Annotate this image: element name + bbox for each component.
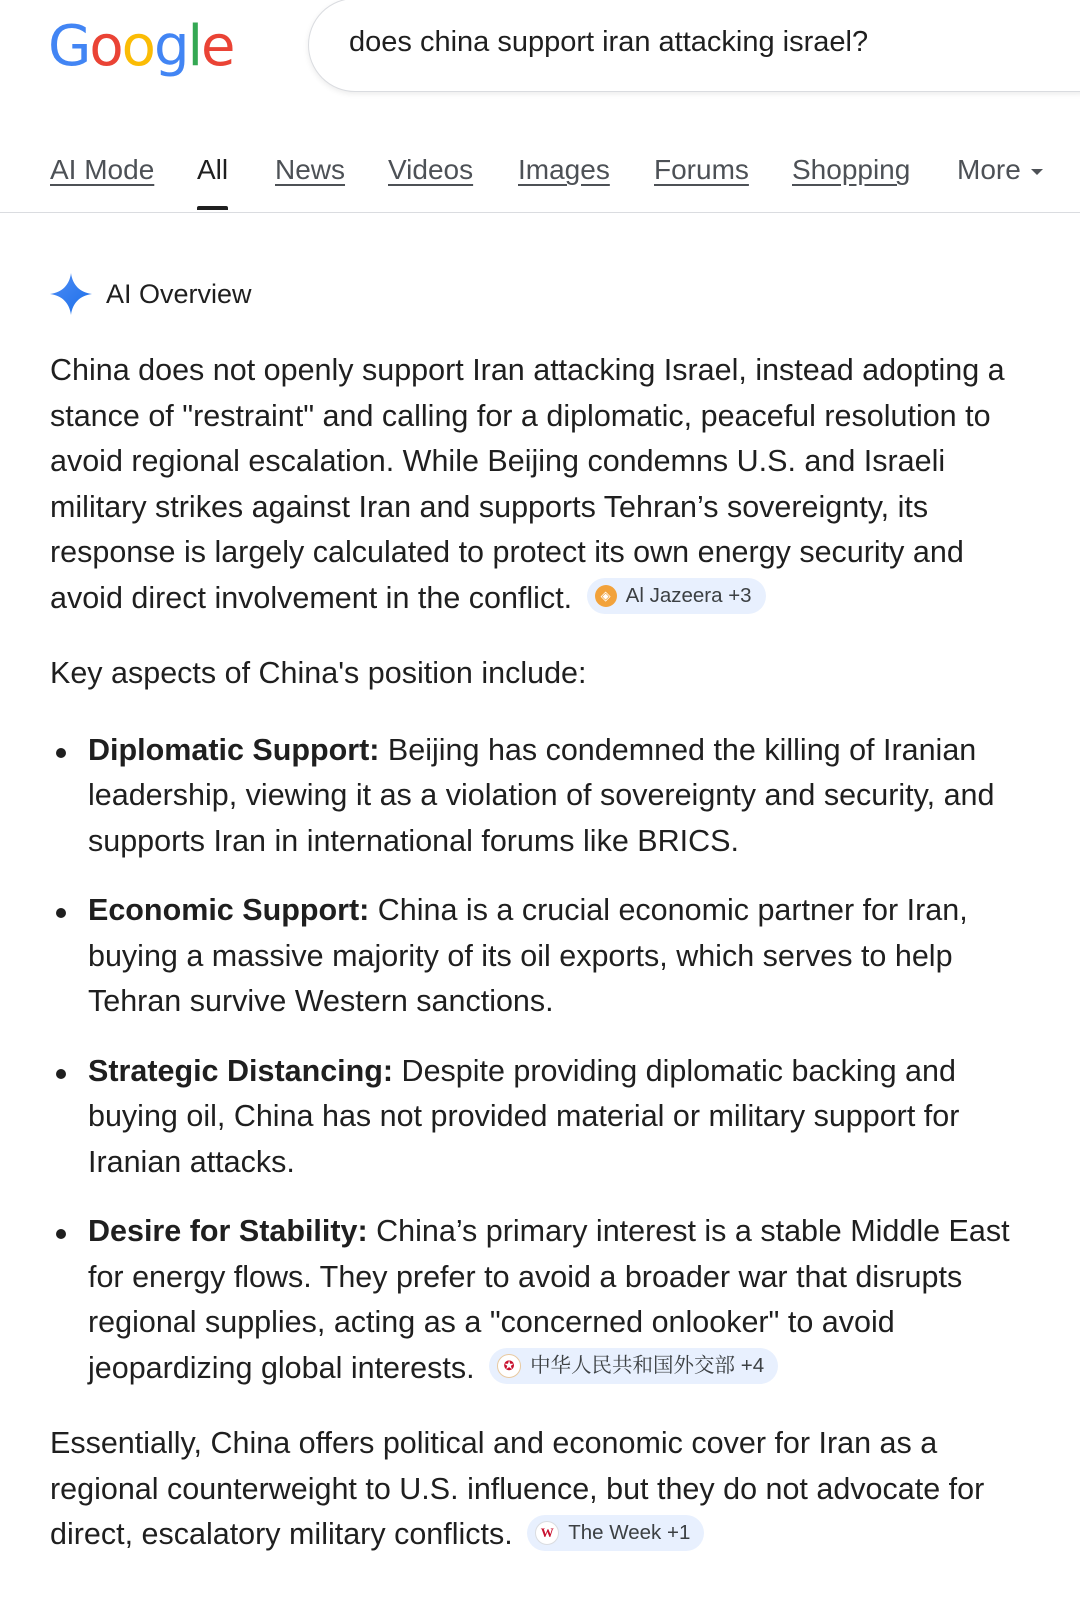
chip-count: +3 — [728, 584, 752, 608]
search-tabs — [0, 150, 1080, 213]
item-text: Beijing has condemned the killing of Iranian leadership, viewing it as a violation of sovereignty and security, and supports Iran in international forums like BRICS. — [88, 732, 995, 858]
conclusion-paragraph — [50, 1421, 1040, 1558]
item-text: China is a crucial economic partner for Iran, buying a massive majority of its oil exports, which serves to help Tehran survive Western sanctions. — [88, 893, 968, 1018]
key-aspects-intro: Key aspects of China's position include: — [50, 656, 587, 690]
item-title: Desire for Stability: — [88, 1214, 368, 1248]
logo-letter-e: e — [201, 14, 234, 79]
tab-ai-mode[interactable]: AI Mode — [50, 154, 155, 185]
chip-source: Al Jazeera — [625, 584, 723, 608]
logo-letter-l: l — [187, 14, 202, 79]
chip-count: +1 — [666, 1520, 691, 1544]
search-box[interactable] — [308, 0, 1080, 92]
google-logo[interactable] — [48, 14, 234, 79]
sparkle-icon — [48, 271, 94, 317]
tab-more[interactable] — [957, 154, 1043, 186]
key-aspects-list — [50, 728, 1040, 1392]
intro-text: China does not openly support Iran attacking Israel, instead adopting a stance of "restraint" and calling for a diplomatic, peaceful resolution to avoid regional escalation. While Beijing condemns U.S. and Israeli military strikes against Iran and supports Tehran’s sovereignty, its response is largely calculated to protect its own energy security and avoid direct involvement in the conflict. — [50, 353, 1005, 615]
chip-count: +4 — [740, 1354, 765, 1378]
source-chip-the-week[interactable] — [527, 1515, 704, 1551]
logo-letter-o1: o — [89, 14, 122, 79]
logo-letter-o2: o — [121, 14, 154, 79]
ai-overview-content — [50, 348, 1040, 1558]
tab-more-label: More — [957, 154, 1021, 185]
source-chip-mfa-china[interactable] — [489, 1348, 778, 1384]
ai-overview-header — [48, 270, 252, 318]
list-item — [50, 728, 1040, 865]
conclusion-text: Essentially, China offers political and economic cover for Iran as a regional counterweight to U.S. influence, but they do not advocate for direct, escalatory military conflicts. — [50, 1426, 985, 1551]
item-title: Economic Support: — [88, 893, 370, 927]
list-item — [50, 1049, 1040, 1186]
item-title: Strategic Distancing: — [88, 1053, 394, 1088]
tab-videos[interactable]: Videos — [388, 154, 474, 185]
search-input[interactable] — [347, 25, 1051, 60]
item-text: China’s primary interest is a stable Middle East for energy flows. They prefer to avoid a broader war that disrupts regional supplies, acting as a "concerned onlooker" to avoid jeopardizing global interests. — [88, 1214, 1010, 1385]
chevron-down-icon — [1031, 169, 1043, 175]
chip-source: The Week — [568, 1520, 662, 1544]
source-chip-al-jazeera[interactable] — [587, 578, 766, 614]
tab-forums[interactable]: Forums — [654, 154, 749, 185]
tab-news[interactable]: News — [275, 154, 346, 185]
list-item — [50, 888, 1040, 1025]
the-week-favicon-icon: W — [535, 1521, 559, 1545]
list-item — [50, 1209, 1040, 1391]
ai-overview-title: AI Overview — [106, 278, 252, 309]
logo-letter-g: G — [48, 14, 90, 79]
chip-source: 中华人民共和国外交部 — [530, 1354, 736, 1378]
item-text: Despite providing diplomatic backing and buying oil, China has not provided material or military support for Iranian attacks. — [88, 1053, 960, 1179]
al-jazeera-favicon-icon: ◈ — [595, 585, 617, 607]
logo-letter-g2: g — [153, 14, 188, 79]
item-title: Diplomatic Support: — [88, 732, 380, 767]
tab-all[interactable]: All — [197, 154, 229, 185]
intro-paragraph — [50, 348, 1040, 621]
tab-images[interactable]: Images — [518, 154, 610, 185]
tab-shopping[interactable]: Shopping — [792, 154, 911, 185]
emblem-favicon-icon: ✪ — [497, 1354, 521, 1378]
